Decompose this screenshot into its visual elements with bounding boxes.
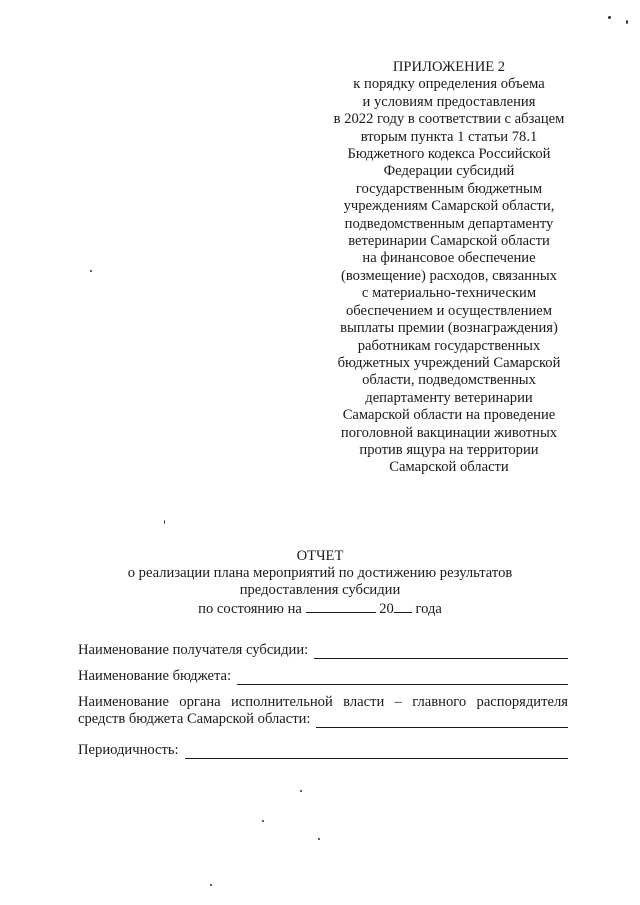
authority-label-end: средств бюджета Самарской области: (78, 711, 311, 727)
date-blank[interactable] (306, 600, 376, 613)
annex-line: и условиям предоставления (362, 93, 536, 110)
report-subtitle-line-2: предоставления субсидии (239, 582, 401, 599)
annex-line: против ящура на территории (359, 441, 539, 458)
scan-speck (164, 520, 165, 524)
report-date-prefix: по состоянию на (198, 600, 302, 617)
authority-blank[interactable] (316, 714, 568, 728)
annex-line: с материально-техническим (361, 285, 537, 302)
annex-line: обеспечением и осуществлением (346, 302, 552, 319)
annex-line: выплаты премии (вознаграждения) (340, 320, 558, 337)
annex-line: вторым пункта 1 статьи 78.1 (360, 128, 538, 145)
annex-line: к порядку определения объема (353, 76, 545, 93)
annex-line: на финансовое обеспечение (362, 250, 536, 267)
scan-speck (300, 790, 302, 792)
authority-word: – (394, 694, 402, 710)
annex-line: бюджетных учреждений Самарской (337, 354, 561, 371)
scan-speck (262, 820, 264, 822)
annex-line: (возмещение) расходов, связанных (341, 267, 557, 284)
annex-line: государственным бюджетным (355, 180, 543, 197)
annex-title: ПРИЛОЖЕНИЕ 2 (392, 59, 506, 75)
scan-speck (608, 16, 611, 19)
scan-speck (210, 884, 212, 886)
authority-label-line-2 (78, 711, 568, 728)
authority-label-line-1 (78, 694, 568, 711)
authority-word: органа (179, 694, 221, 710)
report-title: ОТЧЕТ (296, 548, 344, 564)
authority-word: распорядителя (476, 694, 568, 710)
report-date-line (0, 600, 640, 618)
report-year-prefix: 20 (379, 600, 394, 617)
year-blank[interactable] (394, 600, 412, 613)
report-subtitle-line-1: о реализации плана мероприятий по достижению результатов (127, 565, 513, 582)
annex-line: работникам государственных (357, 337, 541, 354)
annex-line: департаменту ветеринарии (365, 389, 533, 406)
annex-line: Самарской области на проведение (342, 407, 556, 424)
report-heading (0, 548, 640, 618)
annex-line: ветеринарии Самарской области (348, 233, 550, 250)
periodicity-label: Периодичность: (78, 742, 179, 758)
recipient-field (78, 642, 568, 659)
authority-field (78, 694, 568, 728)
periodicity-blank[interactable] (185, 745, 568, 759)
recipient-label: Наименование получателя субсидии: (78, 642, 309, 658)
annex-line: области, подведомственных (362, 372, 536, 389)
annex-line: учреждениям Самарской области, (343, 198, 555, 215)
budget-blank[interactable] (237, 671, 568, 685)
annex-line: поголовной вакцинации животных (340, 424, 558, 441)
annex-line: Бюджетного кодекса Российской (347, 146, 551, 163)
authority-word: главного (412, 694, 467, 710)
budget-field (78, 668, 568, 685)
annex-header (318, 59, 580, 477)
authority-word: Наименование (78, 694, 169, 710)
periodicity-field (78, 742, 568, 759)
annex-line: Федерации субсидий (383, 163, 515, 180)
annex-line: в 2022 году в соответствии с абзацем (333, 111, 565, 128)
authority-word: власти (343, 694, 385, 710)
recipient-blank[interactable] (314, 645, 568, 659)
report-date-suffix: года (415, 600, 442, 617)
annex-line: Самарской области (389, 459, 509, 476)
scan-speck (318, 838, 320, 840)
budget-label: Наименование бюджета: (78, 668, 232, 684)
annex-line: подведомственным департаменту (344, 215, 554, 232)
scan-speck (626, 20, 628, 24)
authority-word: исполнительной (230, 694, 333, 710)
scan-speck (90, 270, 92, 272)
